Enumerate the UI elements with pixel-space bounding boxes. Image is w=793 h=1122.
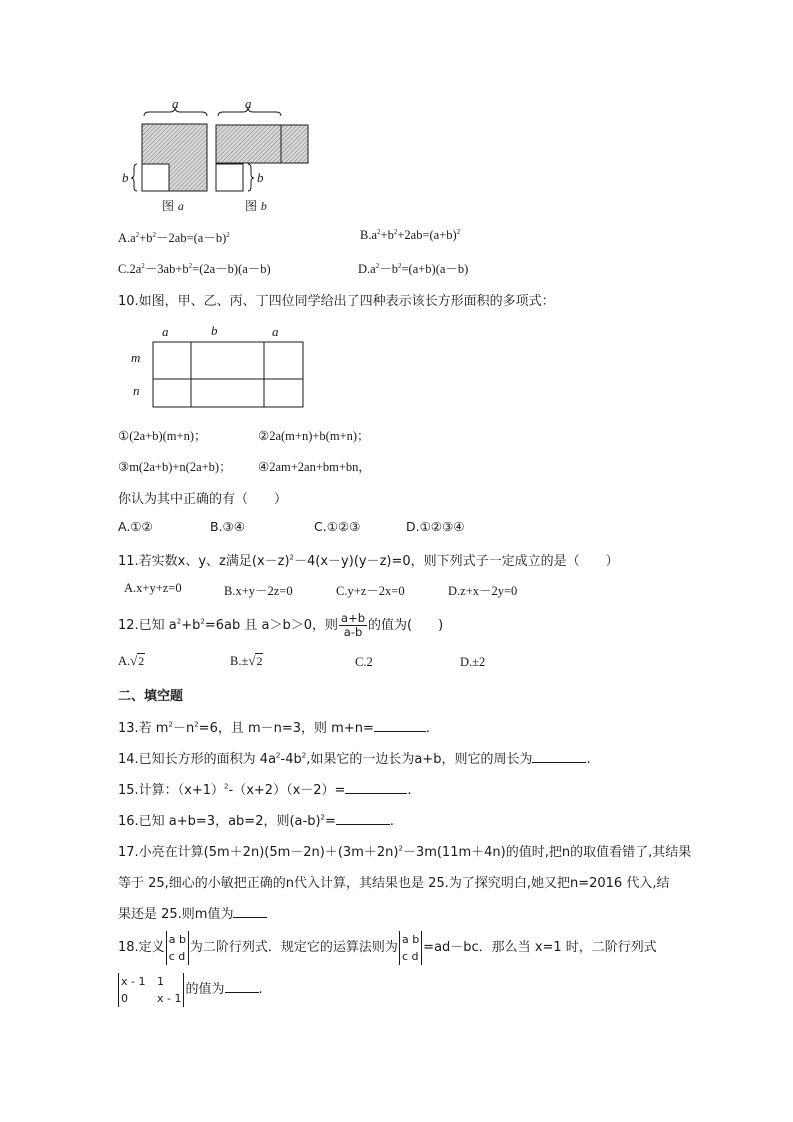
q13-answer-blank[interactable] (374, 719, 426, 732)
q11-choice-a: A.x+y+z=0 (124, 581, 182, 595)
figure-a (122, 96, 207, 213)
q12-choice-c: C.2 (355, 655, 373, 669)
q15: 15.计算：$(x+1)^2-(x+2)(x-2)=$ . (118, 782, 412, 798)
q18-line-2: x - 1 1 0 x - 1的值为 . (118, 970, 263, 1010)
q18-answer-blank[interactable] (225, 980, 259, 993)
q16: 16.已知 a+b=3，ab=2，则$(a-b)^2=$ . (118, 813, 395, 829)
q14: 14.已知长方形的面积为 $4a^2-4b^2$,如果它的一边长为a+b，则它的周长为 . (118, 751, 591, 767)
q10-choice-a: A.①② (118, 519, 153, 534)
q11-stem: 11.若实数x、y、z满足$(x-z)^2-4(x-y)(y-z)=0$，则下列式子一定成立的是（ ） (118, 553, 619, 569)
q9-option-d: $D.a^2-b^2=(a+b)(a-b)$ (358, 261, 469, 276)
q16-answer-blank[interactable] (336, 812, 390, 825)
figure-b-small-square (216, 164, 243, 191)
q10-expression-3: ③m(2a+b)+n(2a+b)； (118, 460, 232, 474)
figure-b-shaded-long (216, 125, 281, 163)
q17-answer-blank[interactable] (233, 905, 267, 918)
q12-choice-a: A.√2 (118, 653, 145, 668)
q13: 13.若 $m^2-n^2=6$，且 m－n=3，则 m+n= . (118, 720, 430, 736)
q10-stem: 10.如图，甲、乙、丙、丁四位同学给出了四种表示该长方形面积的多项式： (118, 294, 555, 309)
sqrt-icon: √2 (130, 653, 145, 668)
q10-choice-c: C.①②③ (314, 519, 361, 534)
q11-choice-d: D.z+x－2y=0 (448, 584, 518, 598)
q9-figures (118, 96, 318, 216)
grid-col-label-2: b (211, 323, 218, 338)
q17-line-2: 等于 25,细心的小敏把正确的n代入计算，其结果也是 25.为了探究明白,她又把n=2016 代入,结 (118, 876, 670, 891)
q9-option-a: $A.a^2+b^2-2ab=(a-b)^2$ (118, 230, 230, 245)
determinant-1: a b c d (166, 931, 189, 965)
q12-fraction: $\frac{a+b}{a-b}$ (341, 611, 365, 639)
q10-grid-figure (125, 320, 310, 412)
figure-b-shaded-extra (281, 125, 308, 163)
q10-expression-2: ②2a(m+n)+b(m+n)； (258, 429, 370, 443)
figure-b-label-b: b (257, 170, 264, 185)
grid-outline (153, 342, 303, 407)
figure-b-label-a: a (245, 96, 252, 111)
q11-choice-b: B.x+y－2z=0 (224, 584, 293, 598)
figure-b-caption: 图 b (245, 199, 267, 213)
q10-choice-d: D.①②③④ (406, 519, 465, 534)
q10-question: 你认为其中正确的有（ ） (118, 492, 288, 507)
q17-line-1: 17.小亮在计算$(5m+2n)(5m-2n)+(3m+2n)^2-3m(11m+4n)$的值时,把n的取值看错了,其结果 (118, 844, 692, 860)
figure-b (216, 96, 308, 213)
q15-answer-blank[interactable] (345, 781, 407, 794)
figure-a-small-square (142, 164, 169, 191)
q14-answer-blank[interactable] (532, 750, 586, 763)
section-title-fill-blank: 二、填空题 (118, 689, 184, 704)
q9-option-b: $B.a^2+b^2+2ab=(a+b)^2$ (360, 227, 461, 242)
figure-a-label-a: a (172, 96, 179, 111)
q9-option-c: $C.2a^2-3ab+b^2=(2a-b)(a-b)$ (118, 261, 271, 276)
q10-choice-b: B.③④ (210, 519, 245, 534)
q10-expression-4: ④2am+2an+bm+bn， (258, 460, 371, 474)
q17-line-3: 果还是 25.则m值为 (118, 903, 267, 922)
q11-choice-c: C.y+z－2x=0 (336, 584, 405, 598)
figure-a-label-b: b (122, 170, 129, 185)
determinant-3: x - 1 1 0 x - 1 (118, 973, 184, 1007)
q18-line-1: 18.定义a b c d为二阶行列式．规定它的运算法则为a b c d=ad－bc．那么当 x=1 时，二阶行列式 (118, 932, 657, 963)
brace-b-left (131, 164, 137, 191)
brace-b-right (248, 164, 254, 191)
q12-choice-b: B.±√2 (230, 653, 263, 668)
grid-col-label-3: a (272, 324, 279, 339)
grid-row-label-2: n (133, 383, 140, 398)
grid-col-label-1: a (162, 324, 169, 339)
figure-a-caption: 图 a (162, 199, 184, 213)
q10-expression-1: ①(2a+b)(m+n)； (118, 429, 207, 443)
grid-row-label-1: m (131, 350, 141, 365)
q12-stem: 12.已知 $a^2+b^2=6ab$ 且 a＞b＞0，则 $\frac{a+b}{a-b}$ 的值为( ) (118, 611, 444, 639)
sqrt-icon: √2 (248, 653, 263, 668)
determinant-2: a b c d (399, 931, 422, 965)
q12-choice-d: D.±2 (460, 655, 486, 669)
